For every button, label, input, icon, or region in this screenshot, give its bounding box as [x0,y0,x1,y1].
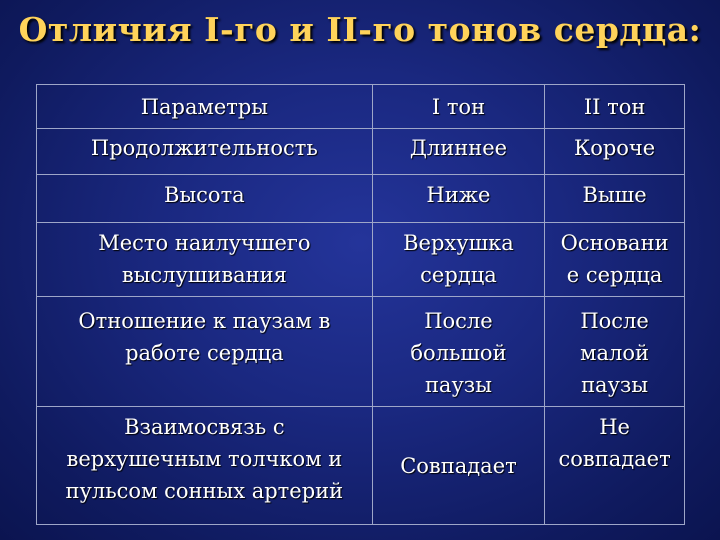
header-label: I тон [431,95,486,119]
cell-text: е сердца [566,263,663,287]
tone2-cell [545,297,685,407]
tone2-cell [545,223,685,297]
tone2-cell [545,129,685,175]
cell-text: большой [410,341,507,365]
cell-text: паузы [581,373,649,397]
tone1-cell [372,223,544,297]
cell-text: сердца [420,263,497,287]
cell-text: Не [599,415,630,439]
param-cell [37,407,373,525]
cell-text: После [580,309,649,333]
cell-text: Основани [560,231,669,255]
cell-text: выслушивания [121,263,287,287]
table-header-row [37,85,685,129]
cell-text: Ниже [426,183,491,207]
tone1-cell [372,407,544,525]
tone1-cell [372,175,544,223]
cell-text: малой [580,341,650,365]
cell-text: Продолжительность [90,136,318,160]
tone1-cell [372,297,544,407]
comparison-table [36,84,685,525]
cell-text: Отношение к паузам в [78,309,331,333]
param-cell [37,223,373,297]
table-row [37,297,685,407]
cell-text: паузы [424,373,492,397]
cell-text: Совпадает [400,454,517,478]
cell-text: Выше [582,183,647,207]
cell-text: совпадает [558,447,671,471]
cell-text: Место наилучшего [98,231,311,255]
cell-text: пульсом сонных артерий [65,479,344,503]
header-tone-2 [545,85,685,129]
table-row [37,175,685,223]
header-label: II тон [583,95,646,119]
cell-text: верхушечным толчком и [66,447,343,471]
table-row [37,223,685,297]
cell-text: Верхушка [403,231,514,255]
cell-text: Длиннее [409,136,508,160]
cell-text: Взаимосвязь с [124,415,285,439]
cell-text: работе сердца [125,341,284,365]
cell-text: После [424,309,493,333]
param-cell [37,175,373,223]
param-cell [37,129,373,175]
cell-text: Короче [573,136,656,160]
header-label: Параметры [140,95,269,119]
table-row [37,407,685,525]
table-row [37,129,685,175]
slide-title: Отличия I-го и II-го тонов сердца: [18,10,702,49]
param-cell [37,297,373,407]
header-tone-1 [372,85,544,129]
tone1-cell [372,129,544,175]
header-parameters [37,85,373,129]
cell-text: Высота [164,183,245,207]
tone2-cell [545,175,685,223]
tone2-cell [545,407,685,525]
